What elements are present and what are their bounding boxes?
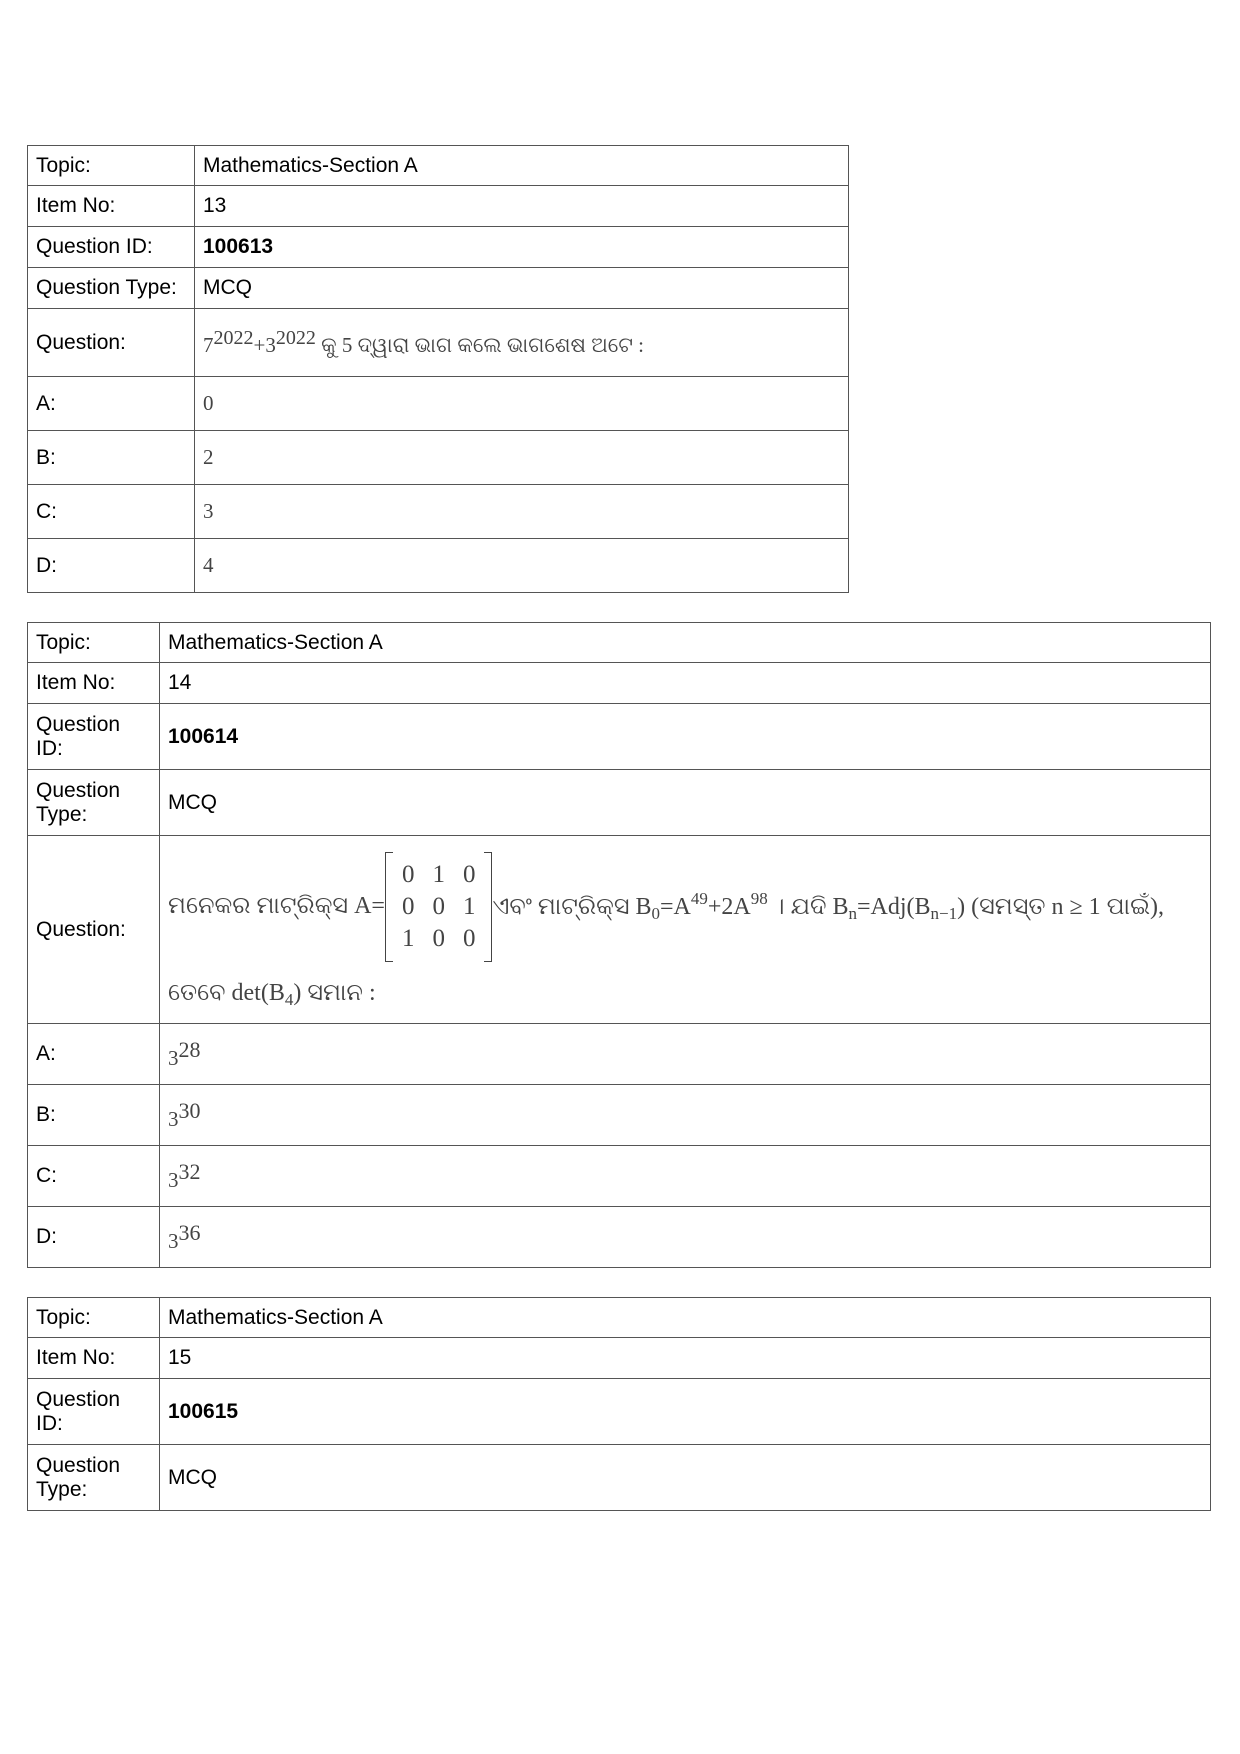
question-type-label: Question Type: [28, 1445, 160, 1511]
option-c-value [160, 1146, 1211, 1207]
question-type-value: MCQ [160, 770, 1211, 836]
option-b-value [160, 1085, 1211, 1146]
option-d-label: D: [28, 1207, 160, 1268]
question-id-label: Question ID: [28, 1379, 160, 1445]
question-prefix: ମନେକର ମାଟ୍ରିକ୍ସ A= [168, 893, 385, 919]
item-no-label: Item No: [28, 663, 160, 704]
item-no-value: 15 [160, 1338, 1211, 1379]
option-d-label: D: [28, 539, 195, 593]
question-id-label: Question ID: [28, 227, 195, 268]
base-7: 7 [203, 333, 214, 357]
question-id-value: 100615 [160, 1379, 1211, 1445]
option-a-value [160, 1024, 1211, 1085]
question-label: Question: [28, 836, 160, 1024]
question-id-value: 100614 [160, 704, 1211, 770]
base-3: 3 [265, 333, 276, 357]
option-d-row [28, 539, 849, 593]
option-b-row [28, 1085, 1211, 1146]
text-fragment: ) (ସମସ୍ତ n ≥ 1 ପାଇଁ), [957, 894, 1165, 920]
question-id-row [28, 704, 1211, 770]
question-id-row [28, 227, 849, 268]
question-type-label: Question Type: [28, 268, 195, 309]
base: 3 [168, 1046, 179, 1070]
question-id-value: 100613 [195, 227, 849, 268]
base: 3 [168, 1107, 179, 1131]
question-line-1 [168, 852, 1202, 962]
question-middle [492, 889, 1164, 924]
base: 3 [168, 1168, 179, 1192]
item-no-value: 14 [160, 663, 1211, 704]
item-no-label: Item No: [28, 1338, 160, 1379]
question-15-table [27, 1297, 1211, 1511]
option-b-label: B: [28, 1085, 160, 1146]
question-text [195, 309, 849, 377]
question-label: Question: [28, 309, 195, 377]
item-no-value: 13 [195, 186, 849, 227]
item-no-label: Item No: [28, 186, 195, 227]
subscript: n [848, 904, 857, 923]
right-bracket [484, 852, 492, 962]
matrix-cell: 0 [462, 860, 476, 888]
text-fragment: =A [660, 894, 691, 920]
matrix-cell: 1 [432, 860, 445, 888]
question-rest: କୁ 5 ଦ୍ୱାରା ଭାଗ କଲେ ଭାଗଶେଷ ଅଟେ : [315, 333, 644, 357]
item-no-row [28, 1338, 1211, 1379]
topic-label: Topic: [28, 146, 195, 186]
matrix-cell: 0 [462, 924, 476, 952]
matrix-cell: 0 [432, 892, 445, 920]
exponent-2022: 2022 [213, 327, 254, 349]
matrix-a [385, 852, 493, 962]
option-d-value [160, 1207, 1211, 1268]
exponent: 28 [178, 1037, 201, 1062]
item-no-row [28, 186, 849, 227]
question-14-table [27, 622, 1211, 1268]
superscript: 98 [750, 889, 768, 908]
item-no-row [28, 663, 1211, 704]
matrix-cell: 1 [401, 924, 415, 952]
exponent: 36 [178, 1220, 201, 1245]
option-c-label: C: [28, 1146, 160, 1207]
exponent: 32 [178, 1159, 201, 1184]
option-c-row [28, 1146, 1211, 1207]
question-text [160, 836, 1211, 1024]
matrix-cell: 0 [401, 860, 415, 888]
question-row [28, 836, 1211, 1024]
matrix-cell: 1 [462, 892, 476, 920]
subscript: 0 [651, 904, 661, 923]
exponent-2022: 2022 [275, 327, 316, 349]
subscript: 4 [284, 989, 294, 1009]
text-fragment: +2A [707, 894, 751, 920]
topic-row [28, 1298, 1211, 1338]
option-a-value: 0 [195, 377, 849, 431]
text-fragment: =Adj(B [856, 894, 931, 920]
matrix-cell: 0 [401, 892, 415, 920]
question-13-table [27, 145, 849, 593]
option-a-row [28, 377, 849, 431]
option-a-label: A: [28, 377, 195, 431]
question-row [28, 309, 849, 377]
subscript: n−1 [930, 904, 958, 923]
option-b-row [28, 431, 849, 485]
exponent: 30 [178, 1098, 201, 1123]
option-d-row [28, 1207, 1211, 1268]
topic-value: Mathematics-Section A [160, 1298, 1211, 1338]
question-type-row [28, 770, 1211, 836]
option-a-label: A: [28, 1024, 160, 1085]
text-fragment: । ଯଦି B [767, 894, 849, 920]
option-c-label: C: [28, 485, 195, 539]
option-c-value: 3 [195, 485, 849, 539]
base: 3 [168, 1229, 179, 1253]
question-type-value: MCQ [160, 1445, 1211, 1511]
question-type-value: MCQ [195, 268, 849, 309]
question-type-row [28, 268, 849, 309]
option-d-value: 4 [195, 539, 849, 593]
matrix-cell: 0 [432, 924, 445, 952]
question-type-row [28, 1445, 1211, 1511]
question-id-label: Question ID: [28, 704, 160, 770]
question-id-row [28, 1379, 1211, 1445]
left-bracket [385, 852, 393, 962]
topic-row [28, 146, 849, 186]
plus-sign: + [253, 333, 266, 357]
text-fragment: ତେବେ det(B [168, 979, 285, 1006]
question-type-label: Question Type: [28, 770, 160, 836]
question-line-2 [168, 980, 1202, 1010]
text-fragment: ଏବଂ ମାଟ୍ରିକ୍ସ B [492, 894, 652, 920]
matrix-grid [393, 859, 485, 955]
text-fragment: ) ସମାନ : [293, 979, 376, 1006]
topic-label: Topic: [28, 623, 160, 663]
option-a-row [28, 1024, 1211, 1085]
topic-value: Mathematics-Section A [195, 146, 849, 186]
topic-value: Mathematics-Section A [160, 623, 1211, 663]
superscript: 49 [690, 889, 708, 908]
option-c-row [28, 485, 849, 539]
topic-label: Topic: [28, 1298, 160, 1338]
topic-row [28, 623, 1211, 663]
option-b-value: 2 [195, 431, 849, 485]
option-b-label: B: [28, 431, 195, 485]
